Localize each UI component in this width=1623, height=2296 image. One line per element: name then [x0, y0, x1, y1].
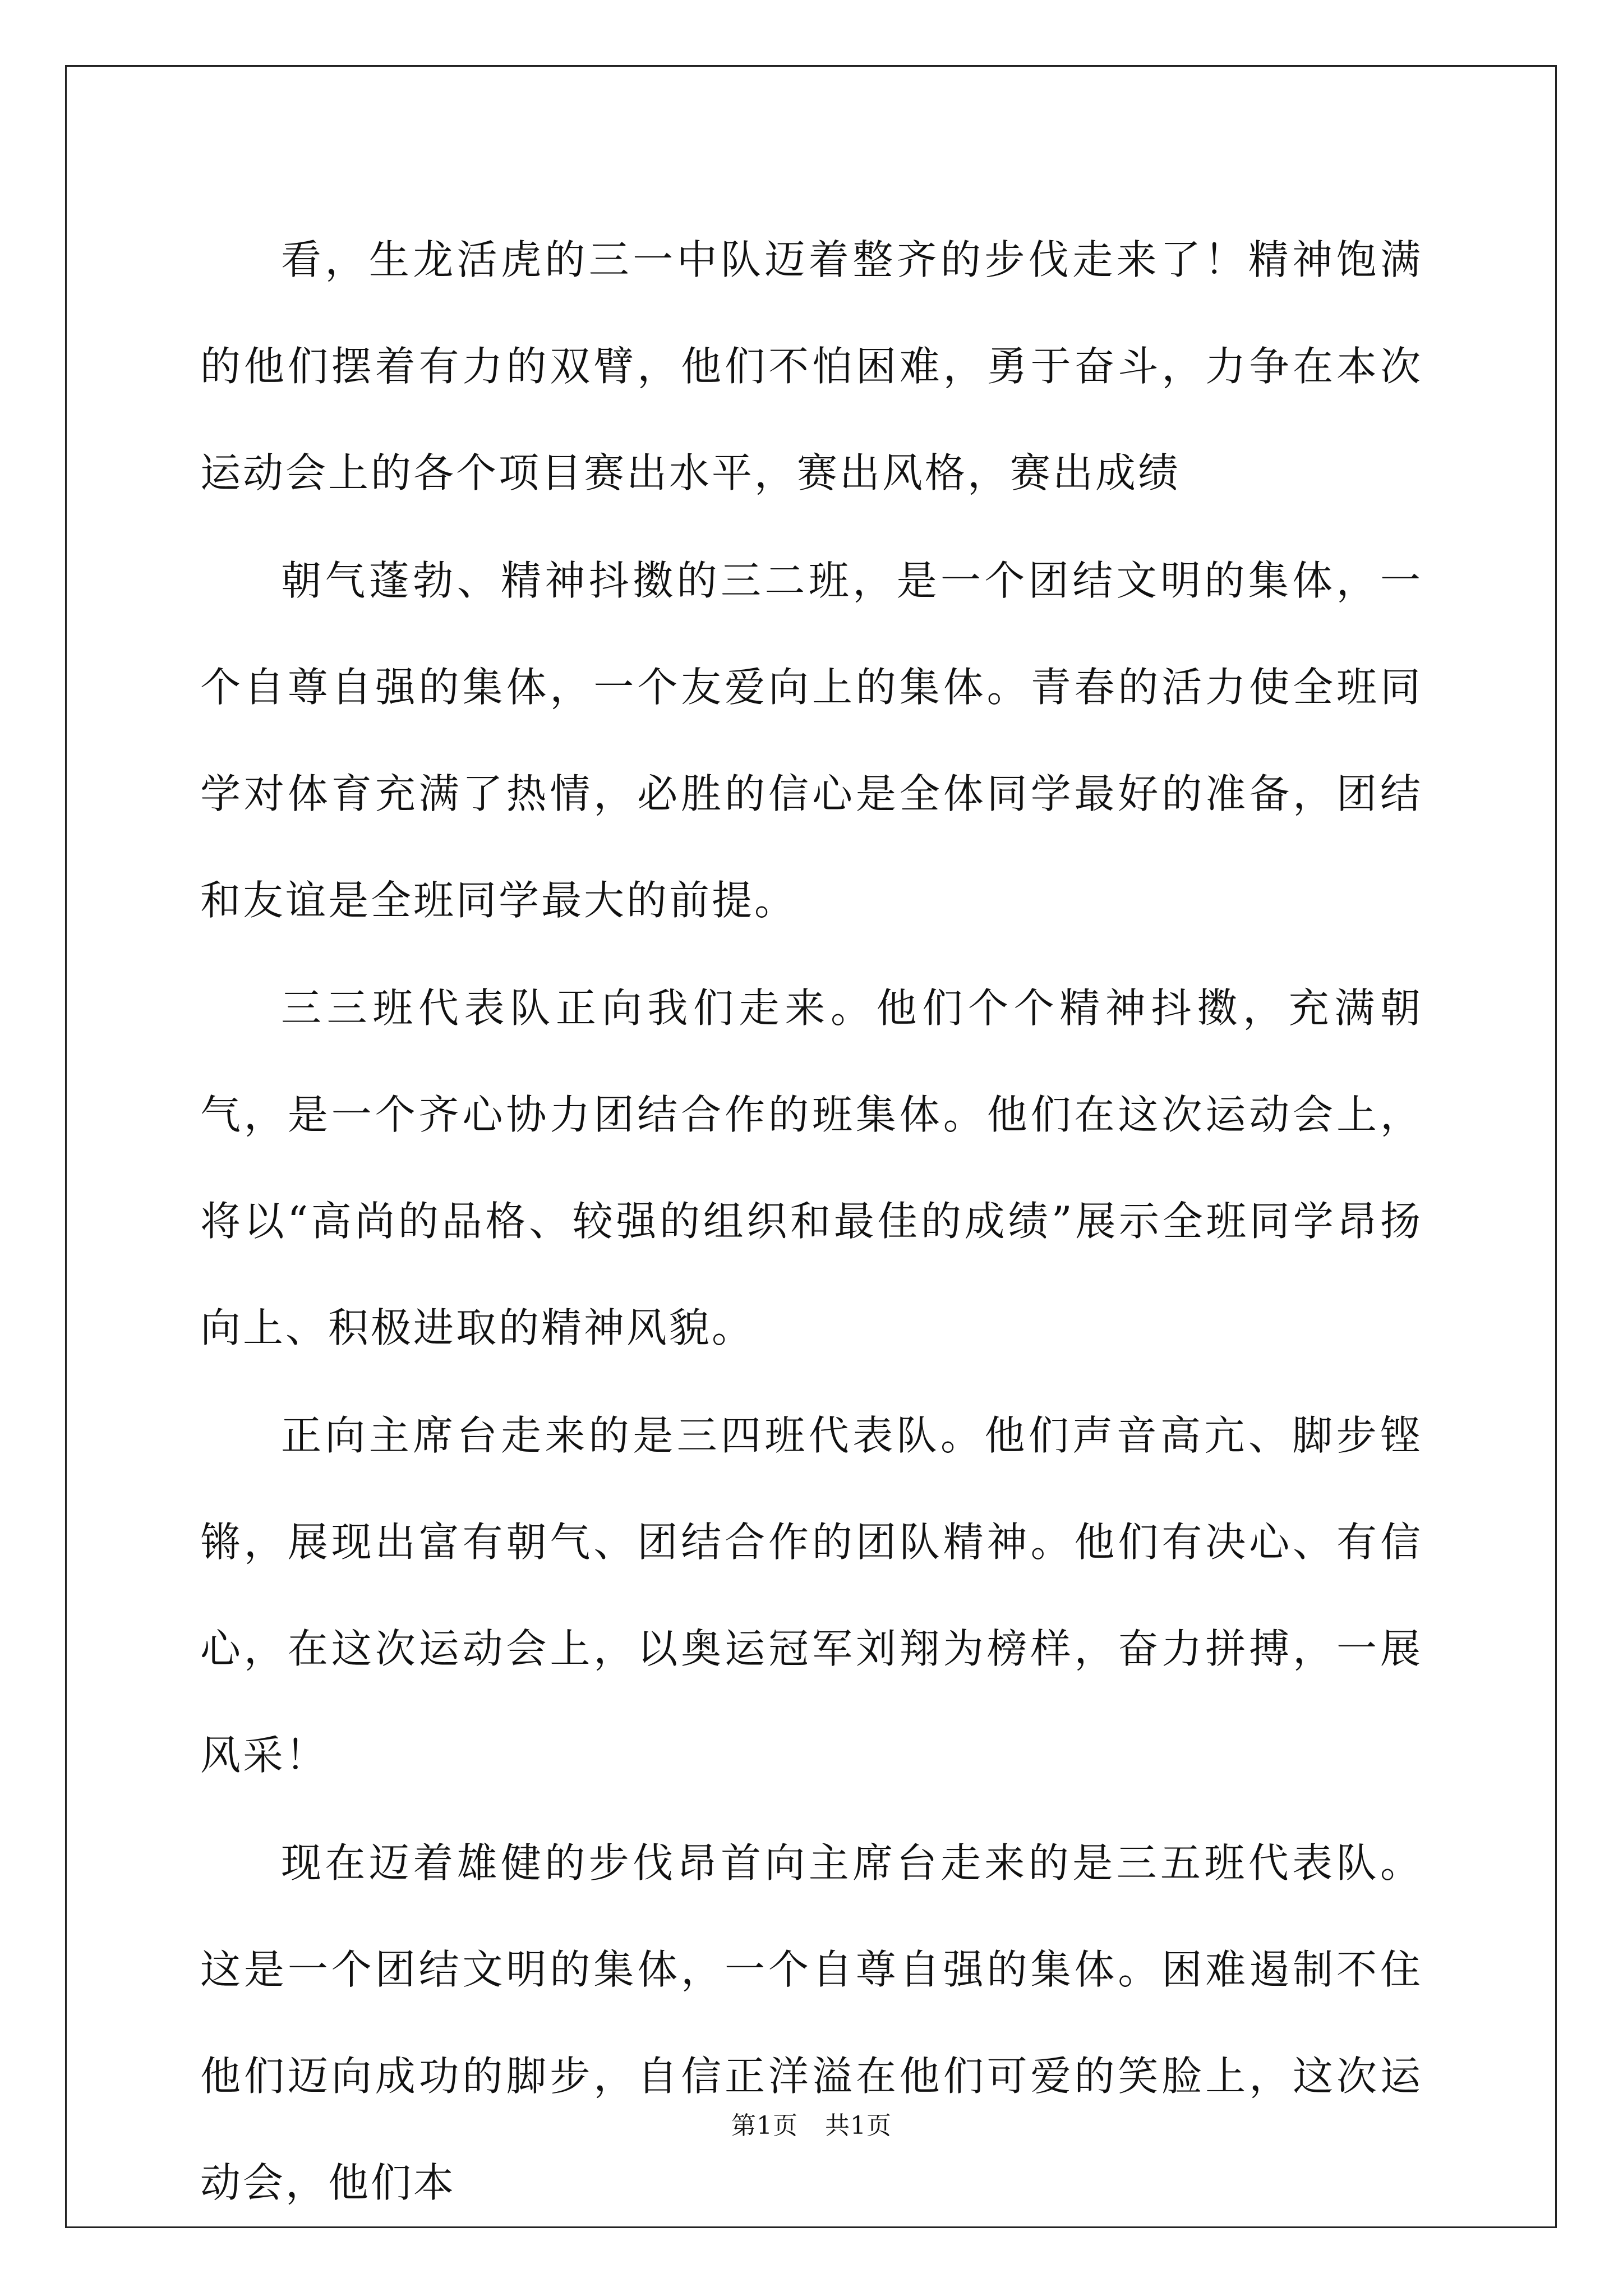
document-body	[200, 206, 1423, 2237]
page-footer	[0, 2109, 1623, 2143]
paragraph-3: 三三班代表队正向我们走来。他们个个精神抖擞，充满朝气，是一个齐心协力团结合作的班集体。他们在这次运动会上，将以“高尚的品格、较强的组织和最佳的成绩”展示全班同学昂扬向上、积极进取的精神风貌。	[200, 984, 1423, 1351]
paragraph-5: 现在迈着雄健的步伐昂首向主席台走来的是三五班代表队。这是一个团结文明的集体，一个自尊自强的集体。困难遏制不住他们迈向成功的脚步，自信正洋溢在他们可爱的笑脸上，这次运动会，他们本	[200, 1839, 1423, 2206]
page-number: 第1页	[731, 2111, 798, 2140]
paragraph-2: 朝气蓬勃、精神抖擞的三二班，是一个团结文明的集体，一个自尊自强的集体，一个友爱向上的集体。青春的活力使全班同学对体育充满了热情，必胜的信心是全体同学最好的准备，团结和友谊是全班同学最大的前提。	[200, 557, 1423, 924]
paragraph-4: 正向主席台走来的是三四班代表队。他们声音高亢、脚步铿锵，展现出富有朝气、团结合作的团队精神。他们有决心、有信心，在这次运动会上，以奥运冠军刘翔为榜样，奋力拼搏，一展风采！	[200, 1412, 1423, 1779]
page-total: 共1页	[825, 2111, 892, 2140]
paragraph-1: 看，生龙活虎的三一中队迈着整齐的步伐走来了！精神饱满的他们摆着有力的双臂，他们不怕困难，勇于奋斗，力争在本次运动会上的各个项目赛出水平，赛出风格，赛出成绩	[200, 236, 1423, 496]
